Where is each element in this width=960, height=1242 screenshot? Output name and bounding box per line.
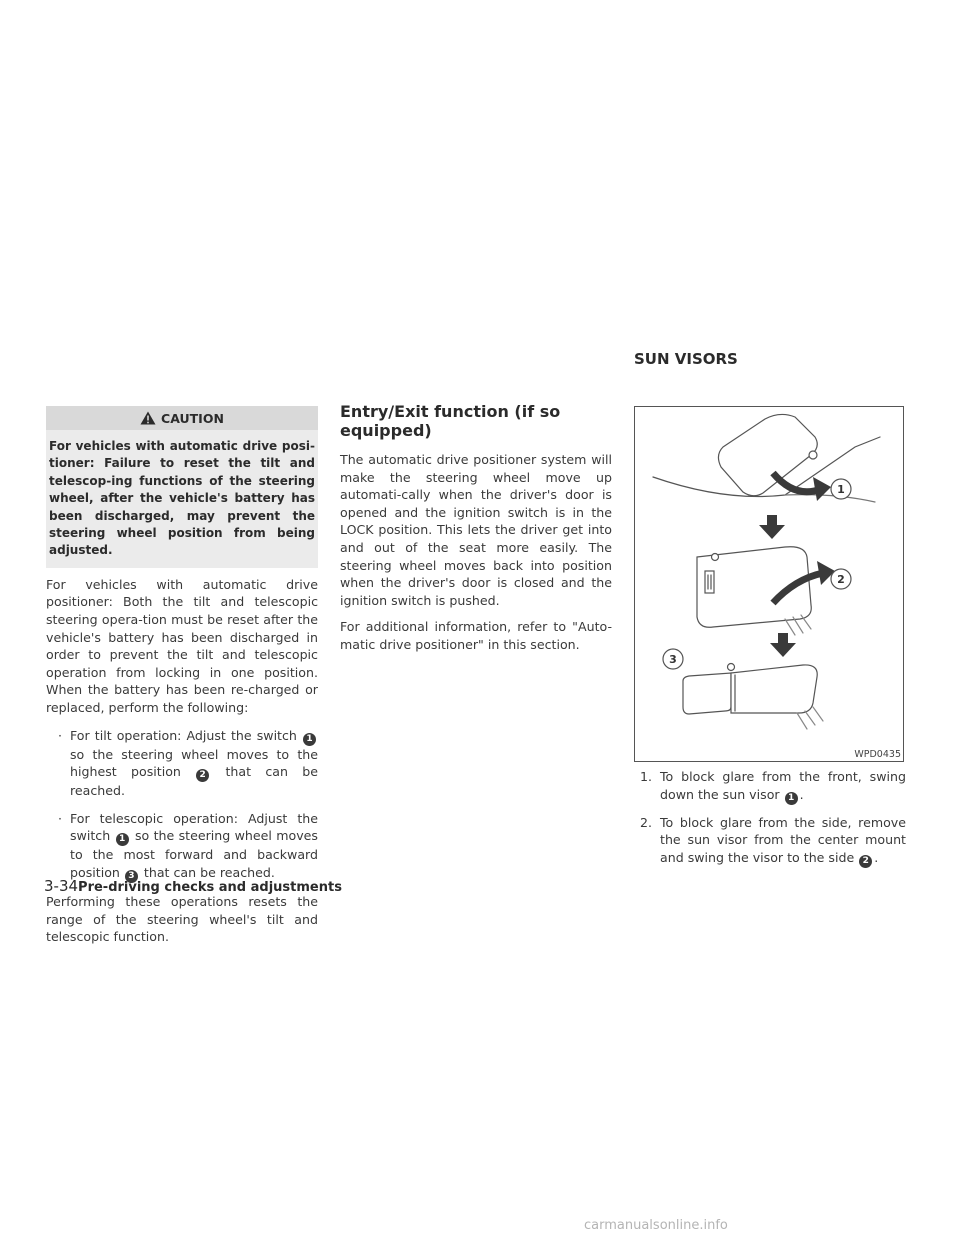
reset-paragraph: For vehicles with automatic drive positioner: Both the tilt and telescopic steering opera-tion must be reset after the vehicle's battery has been discharged in order to prevent the tilt and telescopic operation from locking in one position. When the battery has been re-charged or replaced, perform the following: bbox=[46, 576, 318, 715]
bullet-tilt: · For tilt operation: Adjust the switch 1 so the steering wheel moves to the highest position 2 that can be reached. bbox=[58, 727, 319, 799]
bullet-dot: · bbox=[58, 810, 63, 826]
callout-2: 2 bbox=[837, 573, 845, 586]
watermark: carmanualsonline.info bbox=[584, 1218, 728, 1233]
caution-title: CAUTION bbox=[161, 410, 224, 426]
callout-1-badge: 1 bbox=[116, 833, 129, 846]
section-title: SUN VISORS bbox=[634, 350, 738, 368]
summary-paragraph: Performing these operations resets the range of the steering wheel's tilt and telescopic function. bbox=[46, 893, 318, 945]
warning-icon bbox=[140, 411, 156, 425]
bullet-telescopic: · For telescopic operation: Adjust the switch 1 so the steering wheel moves to the most forward and backward position 3 that can be reached. bbox=[58, 810, 318, 881]
figure-code: WPD0435 bbox=[854, 749, 901, 760]
left-column bbox=[46, 406, 318, 946]
reference-paragraph: For additional information, refer to "Auto-matic drive positioner" in this section. bbox=[340, 619, 612, 652]
caution-header bbox=[46, 406, 318, 430]
entry-exit-paragraph: The automatic drive positioner system will make the steering wheel move up automati-cally when the driver's door is opened and the ignition switch is in the LOCK position. This lets the driver get into and out of the seat more easily. The steering wheel moves back into position when the driver's door is closed and the ignition switch is pushed. bbox=[340, 452, 612, 608]
step-number: 2. bbox=[640, 814, 653, 830]
bullet-dot: · bbox=[58, 727, 63, 743]
caution-text: For vehicles with automatic drive posi-tioner: Failure to reset the tilt and telescop-ing functions of the steering wheel, after the vehicle's battery has been discharged, may prevent the steering wheel position from being adjusted. bbox=[46, 430, 318, 568]
section-heading: Entry/Exit function (if so equipped) bbox=[340, 402, 561, 440]
callout-2-badge: 2 bbox=[196, 769, 209, 782]
page-footer bbox=[44, 877, 342, 895]
step-1: 1. To block glare from the front, swing down the sun visor 1 . bbox=[634, 768, 906, 805]
middle-column bbox=[340, 402, 612, 654]
callout-2-badge: 2 bbox=[859, 855, 872, 868]
callout-1: 1 bbox=[837, 483, 845, 496]
callout-1-badge: 1 bbox=[303, 733, 316, 746]
callout-1-badge: 1 bbox=[785, 792, 798, 805]
step-number: 1. bbox=[640, 769, 653, 784]
sun-visor-illustration bbox=[635, 407, 903, 761]
chapter-title: Pre-driving checks and adjustments bbox=[78, 880, 342, 895]
page-number: 3-34 bbox=[44, 877, 79, 895]
sun-visor-figure bbox=[634, 406, 904, 762]
callout-3: 3 bbox=[669, 653, 677, 666]
step-2: 2. To block glare from the side, remove the sun visor from the center mount and swing the visor to the side 2 . bbox=[634, 814, 906, 868]
sun-visor-steps bbox=[634, 768, 906, 877]
callout-3-badge: 3 bbox=[125, 870, 138, 883]
